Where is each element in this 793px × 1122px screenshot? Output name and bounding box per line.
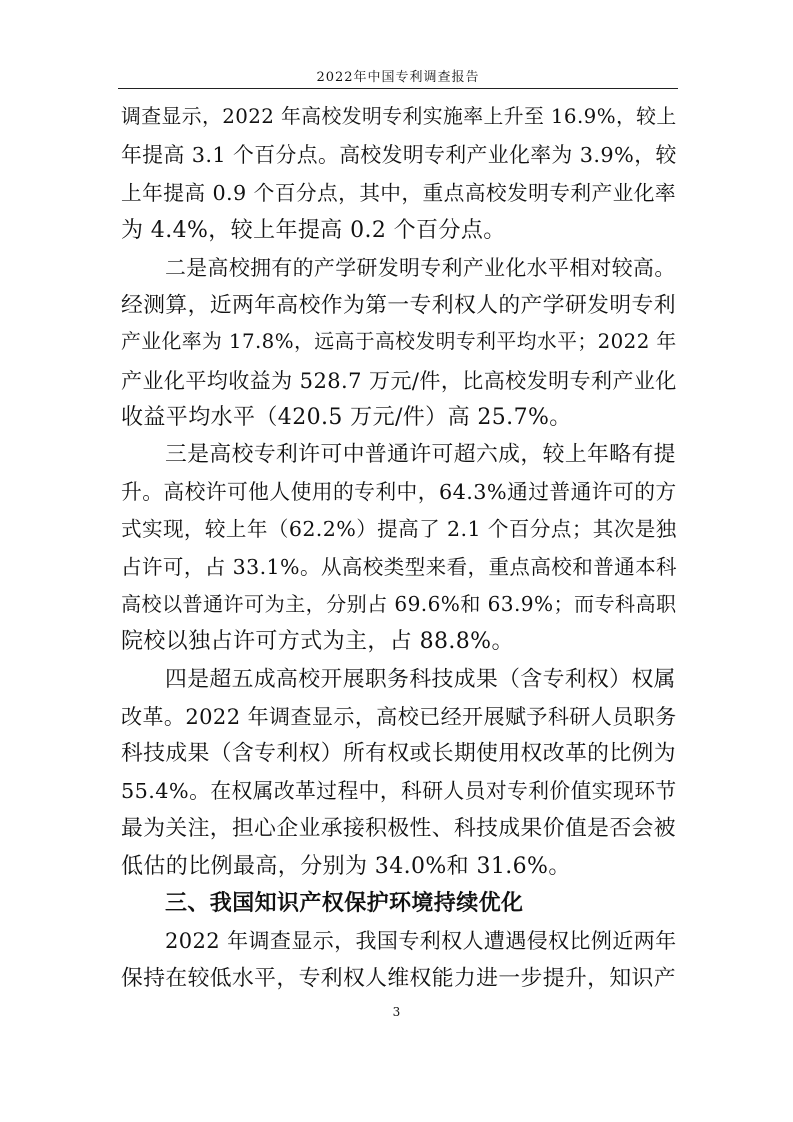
paragraph-start-line: 三是高校专利许可中普通许可超六成，较上年略有提 — [165, 442, 676, 467]
body-text-line: 保持在较低水平，专利权人维权能力进一步提升，知识产 — [121, 966, 676, 991]
body-text-line: 年提高 3.1 个百分点。高校发明专利产业化率为 3.9%，较 — [121, 143, 677, 167]
body-text-line: 收益平均水平（420.5 万元/件）高 25.7%。 — [121, 405, 572, 430]
paragraph-start-line: 四是超五成高校开展职务科技成果（含专利权）权属 — [165, 667, 676, 692]
body-text-line: 院校以独占许可方式为主，占 88.8%。 — [121, 629, 514, 654]
page-number: 3 — [392, 1005, 401, 1019]
body-text-line: 55.4%。在权属改革过程中，科研人员对专利价值实现环节 — [121, 779, 677, 803]
section-heading: 三、我国知识产权保护环境持续优化 — [165, 891, 524, 916]
body-text-line: 低估的比例最高，分别为 34.0%和 31.6%。 — [121, 854, 571, 879]
body-text-line: 式实现，较上年（62.2%）提高了 2.1 个百分点；其次是独 — [121, 517, 677, 541]
running-header: 2022年中国专利调查报告 — [316, 70, 480, 85]
body-text-line: 经测算，近两年高校作为第一专利权人的产学研发明专利 — [121, 293, 676, 318]
body-text-line: 占许可，占 33.1%。从高校类型来看，重点高校和普通本科 — [121, 555, 677, 579]
body-text-line: 改革。2022 年调查显示，高校已经开展赋予科研人员职务 — [121, 704, 677, 729]
body-text-line: 产业化平均收益为 528.7 万元/件，比高校发明专利产业化 — [121, 368, 677, 393]
paragraph-start-line: 2022 年调查显示，我国专利权人遭遇侵权比例近两年 — [165, 928, 677, 953]
body-text-line: 升。高校许可他人使用的专利中，64.3%通过普通许可的方 — [121, 480, 677, 504]
body-text-line: 产业化率为 17.8%，远高于高校发明专利平均水平；2022 年 — [121, 330, 677, 353]
body-text-line: 最为关注，担心企业承接积极性、科技成果价值是否会被 — [121, 816, 676, 841]
header-rule — [118, 88, 678, 89]
body-text-line: 科技成果（含专利权）所有权或长期使用权改革的比例为 — [121, 741, 676, 766]
paragraph-start-line: 二是高校拥有的产学研发明专利产业化水平相对较高。 — [165, 256, 676, 280]
body-text-line: 调查显示，2022 年高校发明专利实施率上升至 16.9%，较上 — [121, 105, 677, 128]
body-text-line: 高校以普通许可为主，分别占 69.6%和 63.9%；而专科高职 — [121, 592, 677, 616]
body-text-line: 为 4.4%，较上年提高 0.2 个百分点。 — [121, 218, 506, 243]
body-text-line: 上年提高 0.9 个百分点，其中，重点高校发明专利产业化率 — [121, 181, 676, 205]
